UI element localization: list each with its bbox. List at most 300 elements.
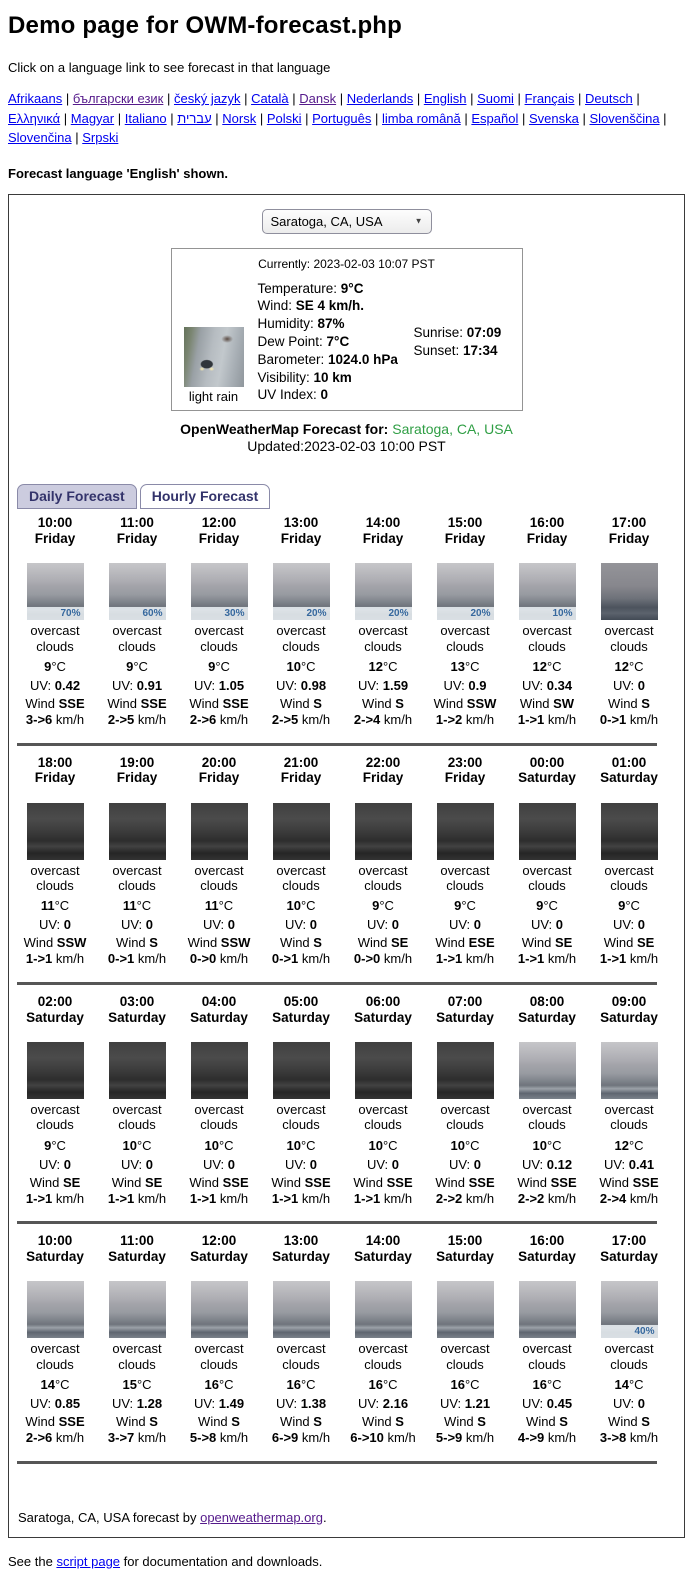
wind-direction: S: [395, 695, 404, 711]
forecast-cell: [506, 994, 588, 1206]
wind-direction: S: [231, 1414, 240, 1430]
uv-index: UV: 0: [612, 677, 646, 693]
uv-value: 0: [63, 917, 72, 933]
forecast-row: [14, 515, 679, 727]
uv-index: UV: 1.21: [439, 1396, 491, 1412]
cloud-photo-icon: [601, 1281, 658, 1338]
wind-direction: SW: [553, 695, 575, 711]
condition-text: overcast clouds: [440, 623, 490, 654]
condition-text: overcast clouds: [276, 623, 326, 654]
wind-direction: SE: [62, 1174, 81, 1190]
wind: Wind S 2->4 km/h: [353, 695, 413, 727]
condition-text: overcast clouds: [522, 862, 572, 893]
language-link-15[interactable]: Norsk: [222, 110, 257, 126]
temperature: 15°C: [122, 1377, 152, 1393]
cell-day: Friday: [608, 530, 650, 546]
row-separator: [17, 1461, 657, 1464]
cloud-photo-icon: [27, 1281, 84, 1338]
uv-value: 0.12: [546, 1156, 573, 1172]
forecast-cell: [96, 1233, 178, 1445]
precip-probability-badge: 20%: [437, 607, 494, 620]
cell-time: 14:00: [365, 515, 401, 531]
current-field-value: 0: [320, 387, 329, 403]
temperature-value: 16: [286, 1377, 301, 1393]
language-link-21[interactable]: Slovenščina: [589, 110, 660, 126]
cell-day: Saturday: [108, 1248, 166, 1264]
forecast-cell: [96, 515, 178, 727]
uv-index: UV: 0: [284, 917, 318, 933]
cell-day: Friday: [116, 770, 158, 786]
cell-time: 05:00: [283, 994, 319, 1009]
cloud-photo-icon: [273, 1281, 330, 1338]
wind-range: 2->6: [25, 1429, 53, 1445]
uv-index: UV: 0.34: [521, 677, 573, 693]
temperature-value: 10: [122, 1137, 137, 1153]
language-link-11[interactable]: Ελληνικά: [8, 110, 61, 126]
uv-index: UV: 1.28: [111, 1396, 163, 1412]
cell-time: 01:00: [611, 754, 647, 770]
cell-time: 20:00: [201, 754, 237, 770]
forecast-cell: [260, 994, 342, 1206]
wind-range: 0->1: [107, 951, 135, 967]
temperature-value: 14: [614, 1377, 629, 1393]
wind-range: 1->1: [517, 711, 545, 727]
cloud-photo-icon: [273, 803, 330, 860]
uv-index: UV: 0.12: [521, 1156, 573, 1172]
temperature-value: 9: [372, 898, 380, 914]
wind-range: 0->0: [353, 951, 381, 967]
temperature-value: 10: [450, 1137, 465, 1153]
temperature: 10°C: [450, 1137, 480, 1153]
cell-day: Friday: [444, 530, 486, 546]
current-field-3: Humidity: 87%: [257, 316, 345, 332]
wind-direction: SSW: [220, 935, 251, 951]
cell-day: Saturday: [354, 1009, 412, 1025]
language-link-2[interactable]: български език: [72, 91, 164, 106]
cell-time: 00:00: [529, 754, 565, 770]
forecast-row: [14, 1233, 679, 1445]
uv-value: 0: [473, 1156, 482, 1172]
uv-value: 0: [637, 677, 646, 693]
forecast-cell: [178, 515, 260, 727]
wind-direction: ESE: [468, 935, 495, 951]
cell-time: 06:00: [365, 994, 401, 1009]
wind: Wind SSE 2->2 km/h: [517, 1174, 577, 1206]
temperature: 11°C: [40, 898, 70, 914]
temperature: 9°C: [372, 898, 394, 914]
precip-probability-badge: 70%: [27, 607, 84, 620]
condition-text: overcast clouds: [604, 623, 654, 654]
temperature: 10°C: [368, 1137, 398, 1153]
cell-day: Saturday: [272, 1248, 330, 1264]
wind-direction: SSE: [58, 695, 85, 711]
sunset-line: Sunset: 17:34: [413, 342, 498, 358]
wind: Wind SSE 2->6 km/h: [189, 695, 249, 727]
wind: Wind SSE 2->6 km/h: [25, 1414, 85, 1445]
precip-probability-badge: 30%: [191, 607, 248, 620]
temperature: 9°C: [208, 658, 230, 674]
cloud-photo-icon: [519, 563, 576, 620]
condition-text: overcast clouds: [604, 1341, 654, 1372]
wind-range: 1->1: [107, 1190, 135, 1206]
row-separator: [17, 1221, 657, 1224]
forecast-row: [14, 755, 679, 967]
precip-probability-badge: 20%: [355, 607, 412, 620]
language-link-5[interactable]: Dansk: [299, 91, 337, 106]
cell-time: 17:00: [611, 1233, 647, 1249]
cell-day: Saturday: [436, 1248, 494, 1264]
wind: Wind SE 0->0 km/h: [353, 935, 413, 967]
uv-value: 0: [63, 1156, 72, 1172]
language-note: Forecast language 'English' shown.: [8, 165, 228, 181]
tab-daily-forecast[interactable]: Daily Forecast: [17, 484, 137, 509]
cell-time: 17:00: [611, 515, 647, 531]
wind-direction: SSE: [140, 695, 167, 711]
temperature: 12°C: [614, 658, 644, 674]
temperature-value: 16: [204, 1377, 219, 1393]
forecast-cell: [424, 755, 506, 967]
current-field-6: Visibility: 10 km: [257, 369, 352, 385]
temperature: 16°C: [450, 1377, 480, 1393]
uv-value: 0.98: [300, 677, 327, 693]
cell-time: 13:00: [283, 515, 319, 531]
language-link-23[interactable]: Srpski: [82, 130, 119, 145]
temperature-value: 11: [204, 898, 219, 914]
temperature: 9°C: [454, 898, 476, 914]
condition-text: overcast clouds: [276, 862, 326, 893]
cell-day: Saturday: [190, 1009, 248, 1025]
cloud-photo-icon: [27, 1042, 84, 1099]
cloud-photo-icon: [519, 1281, 576, 1338]
uv-index: UV: 0.9: [443, 677, 487, 693]
cell-time: 11:00: [120, 515, 154, 531]
wind-range: 0->1: [271, 951, 299, 967]
wind-range: 1->2: [435, 711, 463, 727]
language-link-20[interactable]: Svenska: [528, 110, 579, 126]
wind-direction: S: [641, 1414, 650, 1430]
cell-time: 10:00: [37, 515, 73, 531]
cloud-photo-icon: [355, 563, 412, 620]
wind-range: 0->1: [599, 711, 627, 727]
uv-value: 0: [391, 917, 400, 933]
cell-time: 04:00: [201, 994, 237, 1009]
language-link-13[interactable]: Italiano: [124, 110, 167, 126]
forecast-cell: [588, 994, 670, 1206]
wind-direction: S: [641, 695, 650, 711]
cloud-photo-icon: [601, 803, 658, 860]
forecast-cell: [506, 515, 588, 727]
wind: Wind SSE 1->1 km/h: [271, 1174, 331, 1206]
current-details: [250, 280, 414, 405]
wind-range: 3->6: [25, 711, 53, 727]
station-select[interactable]: [262, 209, 432, 234]
wind-range: 2->2: [517, 1190, 545, 1206]
cloud-photo-icon: [437, 563, 494, 620]
cloud-photo-icon: [191, 803, 248, 860]
sunrise-line: Sunrise: 07:09: [413, 324, 502, 340]
forecast-cell: [178, 755, 260, 967]
cell-day: Friday: [116, 530, 158, 546]
station-select-wrap: [262, 209, 432, 234]
cloud-photo-icon: [109, 1281, 166, 1338]
language-link-22[interactable]: Slovenčina: [8, 130, 72, 145]
cell-day: Saturday: [600, 1009, 658, 1025]
uv-value: 1.59: [382, 677, 409, 693]
temperature: 12°C: [532, 658, 562, 674]
temperature: 10°C: [286, 658, 316, 674]
uv-index: UV: 1.38: [275, 1396, 327, 1412]
uv-value: 0: [473, 917, 482, 933]
wind-range: 2->4: [599, 1190, 627, 1206]
cell-time: 16:00: [529, 1233, 565, 1249]
language-link-1[interactable]: Afrikaans: [8, 91, 63, 106]
temperature: 9°C: [536, 898, 558, 914]
wind: Wind SSE 2->4 km/h: [599, 1174, 659, 1206]
temperature-value: 12: [614, 1137, 629, 1153]
wind-range: 5->8: [189, 1429, 217, 1445]
cloud-photo-icon: [109, 563, 166, 620]
temperature: 10°C: [286, 1137, 316, 1153]
wind-range: 6->10: [350, 1429, 384, 1445]
cell-day: Friday: [362, 770, 404, 786]
forecast-cell: [588, 1233, 670, 1445]
temperature: 11°C: [204, 898, 234, 914]
cell-time: 12:00: [201, 1233, 237, 1249]
wind-range: 4->9: [517, 1429, 545, 1445]
cloud-photo-icon: [191, 1042, 248, 1099]
uv-index: UV: 0: [38, 917, 72, 933]
cell-time: 02:00: [37, 994, 73, 1009]
wind-direction: S: [395, 1414, 404, 1430]
language-link-19[interactable]: Español: [471, 110, 519, 126]
wind-direction: SSE: [468, 1174, 495, 1190]
current-field-value: 87%: [317, 316, 345, 332]
forecast-panel: [8, 194, 685, 1538]
forecast-cell: [342, 1233, 424, 1445]
temperature: 13°C: [450, 658, 480, 674]
condition-text: overcast clouds: [358, 862, 408, 893]
wind: Wind S 3->7 km/h: [107, 1414, 167, 1445]
forecast-cell: [14, 1233, 96, 1445]
temperature-value: 16: [368, 1377, 383, 1393]
wind: Wind SSW 1->2 km/h: [433, 695, 497, 727]
wind-direction: SSE: [222, 695, 249, 711]
forecast-cell: [14, 515, 96, 727]
language-link-3[interactable]: český jazyk: [173, 91, 241, 106]
cell-time: 22:00: [365, 754, 401, 770]
wind: Wind SE 1->1 km/h: [107, 1174, 167, 1206]
cell-time: 11:00: [120, 1233, 154, 1249]
wind: Wind SSE 1->1 km/h: [353, 1174, 413, 1206]
wind: Wind S 5->9 km/h: [435, 1414, 495, 1445]
script-page-link[interactable]: script page: [56, 1553, 121, 1569]
condition-text: overcast clouds: [112, 862, 162, 893]
language-link-16[interactable]: Polski: [266, 110, 302, 126]
station-row: [14, 209, 679, 234]
wind: Wind S 6->10 km/h: [350, 1414, 416, 1445]
cell-day: Friday: [280, 770, 322, 786]
temperature-value: 10: [204, 1137, 219, 1153]
temperature-value: 12: [614, 658, 629, 674]
condition-text: overcast clouds: [440, 862, 490, 893]
wind: Wind S 2->5 km/h: [271, 695, 331, 727]
temperature: 14°C: [40, 1377, 70, 1393]
uv-value: 0.34: [546, 677, 573, 693]
attribution: [18, 1510, 679, 1525]
temperature: 16°C: [286, 1377, 316, 1393]
forecast-cell: [342, 755, 424, 967]
cell-time: 09:00: [611, 994, 647, 1009]
wind-range: 3->8: [599, 1429, 627, 1445]
current-field-2: Wind: SE 4 km/h.: [257, 298, 365, 314]
uv-value: 0: [227, 917, 236, 933]
wind-direction: SSE: [58, 1414, 85, 1430]
temperature: 16°C: [204, 1377, 234, 1393]
condition-text: overcast clouds: [522, 1341, 572, 1372]
precip-probability-badge: 20%: [273, 607, 330, 620]
wind: Wind S 6->9 km/h: [271, 1414, 331, 1445]
uv-index: UV: 1.49: [193, 1396, 245, 1412]
forecast-cell: [260, 1233, 342, 1445]
openweathermap-link[interactable]: openweathermap.org: [200, 1509, 323, 1525]
wind: Wind SSW 1->1 km/h: [23, 935, 87, 967]
forecast-cell: [14, 994, 96, 1206]
language-link-8[interactable]: Suomi: [477, 91, 514, 106]
language-link-9[interactable]: Français: [524, 91, 575, 106]
cell-time: 10:00: [37, 1233, 73, 1249]
temperature: 12°C: [614, 1137, 644, 1153]
cloud-photo-icon: [519, 803, 576, 860]
wind: Wind ESE 1->1 km/h: [435, 935, 495, 967]
current-field-4: Dew Point: 7°C: [257, 333, 350, 349]
cell-day: Saturday: [108, 1009, 166, 1025]
temperature: 9°C: [618, 898, 640, 914]
condition-text: overcast clouds: [30, 1102, 80, 1133]
wind-range: 6->9: [271, 1429, 299, 1445]
uv-index: UV: 0.98: [275, 677, 327, 693]
wind-range: 0->0: [189, 951, 217, 967]
wind-direction: SSE: [386, 1174, 413, 1190]
row-separator: [17, 982, 657, 985]
wind-range: 1->1: [271, 1190, 299, 1206]
temperature-value: 9: [454, 898, 462, 914]
uv-value: 0: [555, 917, 564, 933]
sunrise-sunset: [414, 280, 516, 405]
language-link-7[interactable]: English: [423, 91, 467, 106]
temperature: 9°C: [44, 658, 66, 674]
cell-day: Friday: [198, 770, 240, 786]
wind-direction: SSE: [222, 1174, 249, 1190]
uv-value: 0.91: [136, 677, 163, 693]
uv-value: 1.28: [136, 1396, 163, 1412]
cell-day: Saturday: [600, 1248, 658, 1264]
page-title: Demo page for OWM-forecast.php: [8, 12, 403, 39]
cloud-photo-icon: [601, 1042, 658, 1099]
forecast-for-line: [14, 421, 679, 437]
condition-text: overcast clouds: [30, 623, 80, 654]
cell-day: Friday: [280, 530, 322, 546]
uv-value: 0.85: [54, 1396, 81, 1412]
temperature: 9°C: [44, 1137, 66, 1153]
wind: Wind SSE 1->1 km/h: [189, 1174, 249, 1206]
current-field-5: Barometer: 1024.0 hPa: [257, 351, 398, 367]
language-link-14[interactable]: עברית: [177, 110, 212, 126]
language-links: Afrikaans | български език | český jazyk | Català | Dansk | Nederlands | English | Suomi | Français | Deutsch | Ελληνικά | Magyar | Italiano | עברית | Norsk | Polski | Português | limba română | Español | Svenska | Slovenščina | Slovenčina | Srpski: [8, 91, 667, 145]
temperature: 14°C: [614, 1377, 644, 1393]
uv-index: UV: 0: [120, 917, 154, 933]
wind-range: 1->1: [599, 951, 627, 967]
forecast-cell: [178, 994, 260, 1206]
cell-time: 12:00: [201, 515, 237, 531]
forecast-cell: [178, 1233, 260, 1445]
forecast-cell: [424, 994, 506, 1206]
language-link-10[interactable]: Deutsch: [585, 91, 633, 106]
temperature: 12°C: [368, 658, 398, 674]
forecast-cell: [424, 1233, 506, 1445]
current-condition-caption: light rain: [188, 389, 239, 405]
condition-text: overcast clouds: [276, 1341, 326, 1372]
temperature: 16°C: [532, 1377, 562, 1393]
language-link-17[interactable]: Português: [312, 110, 372, 126]
cloud-photo-icon: [273, 563, 330, 620]
wind-range: 2->5: [107, 711, 135, 727]
page-footer: [8, 1554, 685, 1569]
uv-index: UV: 0: [612, 1396, 646, 1412]
uv-value: 0: [145, 1156, 154, 1172]
wind-direction: S: [149, 935, 158, 951]
uv-value: 0.9: [468, 677, 487, 693]
uv-index: UV: 0: [448, 1156, 482, 1172]
uv-value: 0: [145, 917, 154, 933]
forecast-tabs: [17, 484, 679, 509]
condition-text: overcast clouds: [522, 623, 572, 654]
language-link-4[interactable]: Català: [251, 91, 289, 106]
wind: Wind SE 1->1 km/h: [599, 935, 659, 967]
forecast-cell: [260, 755, 342, 967]
cloud-photo-icon: [437, 1281, 494, 1338]
wind-direction: S: [477, 1414, 486, 1430]
wind-range: 2->2: [435, 1190, 463, 1206]
cell-time: 15:00: [447, 515, 483, 531]
wind: Wind S 4->9 km/h: [517, 1414, 577, 1445]
temperature-value: 10: [286, 658, 301, 674]
condition-text: overcast clouds: [30, 862, 80, 893]
tab-hourly-forecast[interactable]: Hourly Forecast: [140, 484, 271, 509]
language-link-18[interactable]: limba română: [382, 110, 461, 126]
condition-text: overcast clouds: [194, 862, 244, 893]
temperature-value: 10: [368, 1137, 383, 1153]
wind-direction: S: [559, 1414, 568, 1430]
language-link-12[interactable]: Magyar: [70, 110, 115, 126]
temperature-value: 16: [532, 1377, 547, 1393]
uv-value: 0.42: [54, 677, 81, 693]
temperature-value: 9: [536, 898, 544, 914]
cell-day: Friday: [198, 530, 240, 546]
forecast-cell: [342, 994, 424, 1206]
cell-time: 16:00: [529, 515, 565, 531]
language-link-6[interactable]: Nederlands: [346, 91, 414, 106]
cloud-photo-icon: [355, 1042, 412, 1099]
temperature-value: 9: [618, 898, 626, 914]
cloud-photo-icon: [519, 1042, 576, 1099]
uv-index: UV: 0.45: [521, 1396, 573, 1412]
uv-value: 0: [637, 917, 646, 933]
temperature-value: 12: [532, 658, 547, 674]
footer-prefix: See the: [8, 1553, 57, 1569]
uv-value: 0.41: [628, 1156, 655, 1172]
uv-value: 0: [227, 1156, 236, 1172]
wind-range: 2->6: [189, 711, 217, 727]
